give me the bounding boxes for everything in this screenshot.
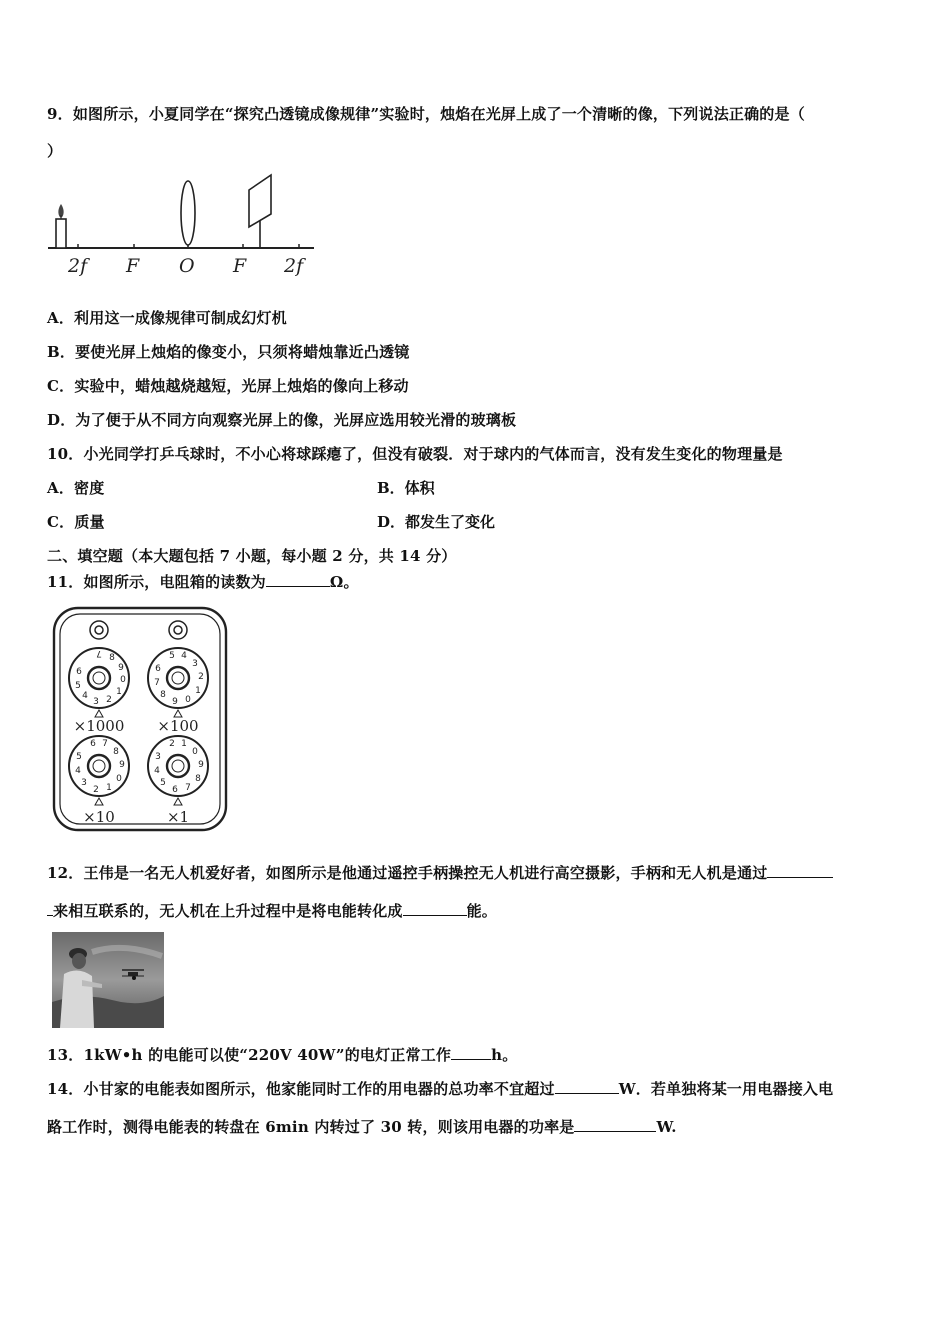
label-f-right: F: [233, 255, 247, 277]
svg-text:9: 9: [119, 760, 125, 770]
svg-text:6: 6: [76, 667, 82, 677]
svg-text:4: 4: [82, 691, 88, 701]
svg-text:0: 0: [116, 774, 122, 784]
label-2f-left: 2f: [68, 255, 88, 277]
svg-text:8: 8: [160, 690, 166, 700]
q9-option-c: C．实验中，蜡烛越烧越短，光屏上烛焰的像向上移动: [47, 377, 409, 395]
svg-text:5: 5: [169, 651, 175, 661]
svg-text:0: 0: [192, 747, 198, 757]
svg-text:1: 1: [116, 687, 122, 697]
svg-text:7: 7: [96, 648, 102, 658]
q10-option-d: D．都发生了变化: [377, 513, 496, 531]
svg-text:6: 6: [172, 785, 178, 795]
svg-text:9: 9: [118, 663, 124, 673]
convex-lens: [181, 181, 195, 245]
q14-line1: [47, 1078, 833, 1099]
q13-answer-blank[interactable]: [451, 1045, 491, 1060]
q9-stem: 9．如图所示，小夏同学在“探究凸透镜成像规律”实验时，烛焰在光屏上成了一个清晰的像，下列说法正确的是（: [47, 105, 805, 123]
light-screen: [249, 175, 271, 227]
svg-text:2: 2: [106, 695, 112, 705]
q12-answer-blank-2[interactable]: [403, 901, 467, 916]
q9-option-b: B．要使光屏上烛焰的像变小，只须将蜡烛靠近凸透镜: [47, 343, 410, 361]
svg-text:3: 3: [192, 659, 198, 669]
q9-option-a: A．利用这一成像规律可制成幻灯机: [47, 309, 287, 327]
label-2f-right: 2f: [284, 255, 304, 277]
q14-line2-before: 路工作时，测得电能表的转盘在 6min 内转过了 30 转，则该用电器的功率是: [47, 1118, 575, 1136]
q9-option-d: D．为了便于从不同方向观察光屏上的像，光屏应选用较光滑的玻璃板: [47, 411, 517, 429]
candle: [56, 219, 66, 248]
q11-stem-after: Ω。: [329, 573, 359, 591]
svg-text:3: 3: [93, 697, 99, 707]
q11-stem-before: 11．如图所示，电阻箱的读数为: [47, 573, 266, 591]
q14-line1-after: W．若单独将某一用电器接入电: [618, 1080, 834, 1098]
q12-line2-after: 能。: [466, 902, 498, 920]
label-x10: ×10: [83, 808, 115, 826]
label-o: O: [179, 255, 195, 277]
q12-line1-text: 12．王伟是一名无人机爱好者，如图所示是他通过遥控手柄操控无人机进行高空摄影，手柄和无人机是通过: [47, 864, 768, 882]
q12-line2-before: 来相互联系的，无人机在上升过程中是将电能转化成: [53, 902, 403, 920]
q12-line1: [47, 862, 833, 883]
svg-text:1: 1: [195, 686, 201, 696]
q12-answer-blank-1[interactable]: [767, 863, 833, 878]
svg-text:3: 3: [155, 752, 161, 762]
svg-text:7: 7: [102, 739, 108, 749]
q9-optics-diagram: [46, 170, 321, 280]
terminal-right: [169, 621, 187, 639]
svg-text:2: 2: [198, 672, 204, 682]
q13: [47, 1044, 517, 1065]
svg-text:2: 2: [93, 785, 99, 795]
svg-text:0: 0: [185, 695, 191, 705]
svg-text:1: 1: [181, 739, 187, 749]
svg-text:1: 1: [106, 783, 112, 793]
q10-option-b: B．体积: [377, 479, 435, 497]
q13-before: 13．1kW•h 的电能可以使“220V 40W”的电灯正常工作: [47, 1046, 452, 1064]
svg-text:5: 5: [75, 681, 81, 691]
svg-text:6: 6: [90, 739, 96, 749]
drone-photo: [52, 932, 164, 1028]
label-x1: ×1: [166, 808, 190, 826]
q12-line2: [47, 900, 497, 921]
svg-text:2: 2: [169, 739, 175, 749]
q10-stem: 10．小光同学打乒乓球时，不小心将球踩瘪了，但没有破裂．对于球内的气体而言，没有发生变化的物理量是: [47, 445, 783, 463]
svg-text:5: 5: [76, 752, 82, 762]
q11-answer-blank[interactable]: [266, 572, 330, 587]
svg-text:0: 0: [120, 675, 126, 685]
svg-text:8: 8: [113, 747, 119, 757]
svg-text:8: 8: [195, 774, 201, 784]
svg-text:9: 9: [198, 760, 204, 770]
terminal-left: [90, 621, 108, 639]
section-heading: 二、填空题（本大题包括 7 小题，每小题 2 分，共 14 分）: [47, 547, 457, 565]
svg-text:7: 7: [185, 783, 191, 793]
q14-answer-blank-1[interactable]: [555, 1079, 619, 1094]
label-f-left: F: [126, 255, 140, 277]
q11-stem: [47, 571, 359, 592]
q14-answer-blank-2[interactable]: [574, 1117, 656, 1132]
svg-text:8: 8: [109, 653, 115, 663]
q14-line2-after: W.: [656, 1118, 677, 1136]
label-x1000: ×1000: [73, 717, 125, 735]
q13-after: h。: [491, 1046, 518, 1064]
q14-line2: [47, 1116, 677, 1137]
q10-option-c: C．质量: [47, 513, 105, 531]
label-x100: ×100: [157, 717, 199, 735]
q9-stem-end: ）: [47, 142, 63, 160]
svg-text:9: 9: [172, 697, 178, 707]
svg-text:4: 4: [154, 766, 160, 776]
q10-option-a: A．密度: [47, 479, 105, 497]
q14-line1-before: 14．小甘家的电能表如图所示，他家能同时工作的用电器的总功率不宜超过: [47, 1080, 555, 1098]
svg-text:7: 7: [154, 678, 160, 688]
svg-text:4: 4: [181, 651, 187, 661]
svg-text:3: 3: [81, 778, 87, 788]
resistance-box-diagram: [52, 606, 230, 834]
svg-text:5: 5: [160, 778, 166, 788]
svg-text:6: 6: [155, 664, 161, 674]
svg-text:4: 4: [75, 766, 81, 776]
